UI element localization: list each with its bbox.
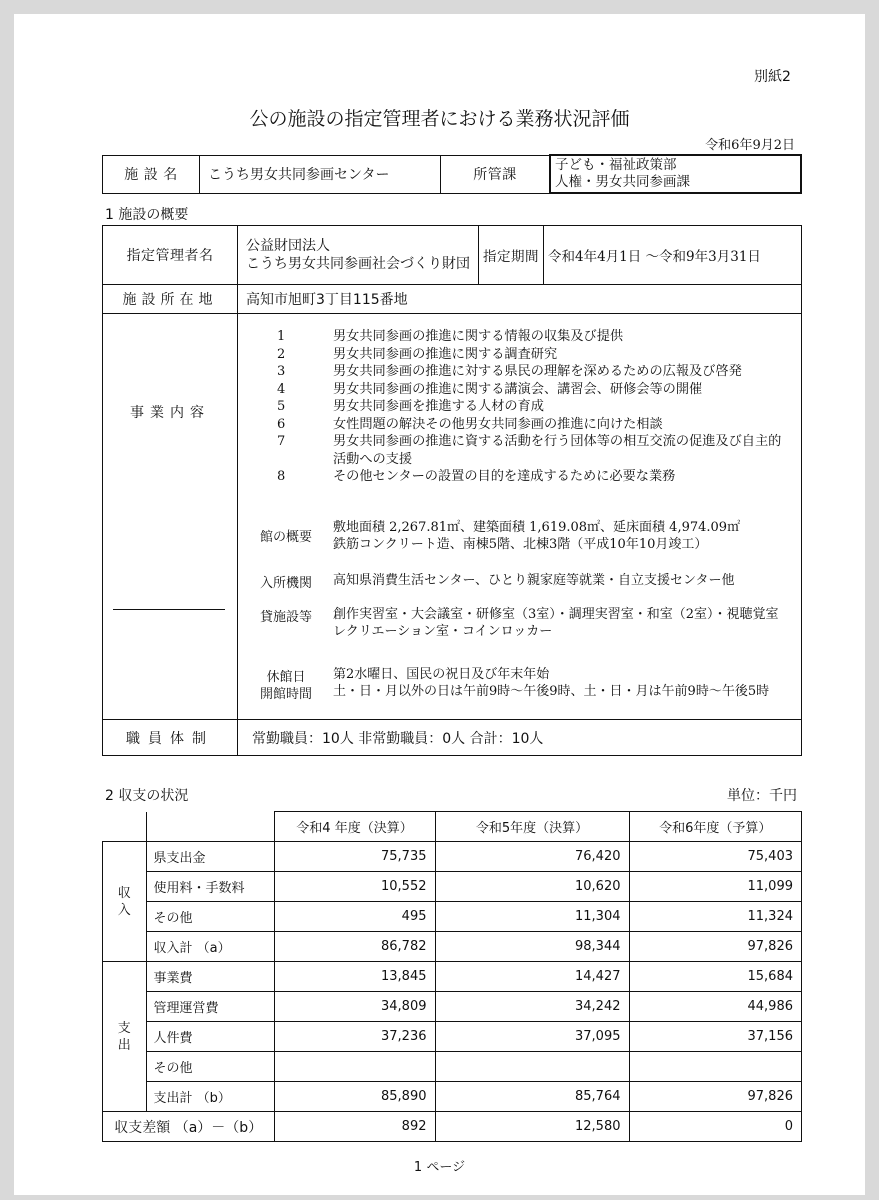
closed-days-label: 休館日 (266, 670, 306, 685)
row-label: その他 (146, 902, 274, 932)
department-line-2: 人権・男女共同参画課 (555, 174, 690, 190)
table-cell: 11,324 (629, 902, 802, 932)
table-cell: 34,809 (274, 992, 435, 1022)
facility-name-label: 施 設 名 (103, 155, 200, 193)
document-page (14, 14, 865, 1195)
business-number: 1 (277, 329, 286, 344)
manager-line-2: こうち男女共同参画社会づくり財団 (246, 256, 470, 272)
row-label: 県支出金 (146, 842, 274, 872)
table-cell: 15,684 (629, 962, 802, 992)
business-number: 5 (277, 399, 286, 414)
table-cell: 86,782 (274, 932, 435, 962)
business-item: 男女共同参画の推進に対する県民の理解を深めるための広報及び啓発 (333, 364, 742, 379)
building-info (333, 519, 785, 553)
table-row (103, 902, 802, 932)
business-item: その他センターの設置の目的を達成するために必要な業務 (333, 469, 676, 484)
section-overview-title: 1 施設の概要 (105, 207, 189, 223)
table-cell: 98,344 (435, 932, 629, 962)
row-label: 人件費 (146, 1022, 274, 1052)
row-label: 支出計 （b） (146, 1082, 274, 1112)
balance-label: 収支差額 （a）－（b） (103, 1112, 275, 1142)
table-cell: 75,403 (629, 842, 802, 872)
department-label: 所管課 (441, 155, 551, 193)
building-line-1: 敷地面積 2,267.81㎡、建築面積 1,619.08㎡、延床面積 4,974.09㎡ (333, 520, 741, 535)
table-cell (274, 1052, 435, 1082)
business-number: 8 (277, 469, 286, 484)
page-number: 1 ページ (413, 1160, 466, 1175)
table-cell (629, 1052, 802, 1082)
business-content (237, 314, 801, 719)
facility-header-table (102, 154, 802, 194)
row-label: 事業費 (146, 962, 274, 992)
building-line-2: 鉄筋コンクリート造、南棟5階、北棟3階（平成10年10月竣工） (333, 537, 708, 552)
finance-unit: 単位：千円 (727, 788, 797, 804)
tenants-label: 入所機関 (259, 576, 312, 591)
table-cell: 892 (274, 1112, 435, 1142)
tenants-info: 高知県消費生活センター、ひとり親家庭等就業・自立支援センター他 (333, 573, 735, 588)
facility-name: こうち男女共同参画センター (200, 155, 441, 193)
table-row (103, 992, 802, 1022)
business-item: 男女共同参画を推進する人材の育成 (333, 399, 544, 414)
expense-category: 支出 (103, 962, 147, 1112)
table-cell: 37,236 (274, 1022, 435, 1052)
overview-table (102, 225, 802, 756)
row-label: 収入計 （a） (146, 932, 274, 962)
table-row (103, 1022, 802, 1052)
business-number: 4 (277, 381, 286, 397)
balance-row (103, 1112, 802, 1142)
row-label: 使用料・手数料 (146, 872, 274, 902)
table-cell: 76,420 (435, 842, 629, 872)
table-cell: 44,986 (629, 992, 802, 1022)
business-item: 男女共同参画の推進に関する調査研究 (333, 346, 558, 362)
row-label: その他 (146, 1052, 274, 1082)
period-label: 指定期間 (479, 226, 544, 285)
column-header: 令和6年度（予算） (629, 812, 802, 842)
rental-label: 貸施設等 (259, 610, 312, 625)
business-item: 男女共同参画の推進に関する講演会、講習会、研修会等の開催 (333, 381, 703, 397)
table-row (103, 932, 802, 962)
table-cell: 0 (629, 1112, 802, 1142)
opening-hours-label: 開館時間 (259, 687, 312, 702)
table-row (103, 872, 802, 902)
table-cell: 10,620 (435, 872, 629, 902)
table-cell: 34,242 (435, 992, 629, 1022)
building-label: 館の概要 (259, 530, 312, 545)
facility-address: 高知市旭町3丁目115番地 (238, 285, 802, 314)
table-row (103, 962, 802, 992)
manager-label: 指定管理者名 (103, 226, 238, 285)
column-header: 令和5年度（決算） (435, 812, 629, 842)
column-header: 令和4 年度（決算） (274, 812, 435, 842)
department-cell (550, 155, 801, 193)
table-cell: 14,427 (435, 962, 629, 992)
staff-info: 常勤職員：10人 非常勤職員：0人 合計：10人 (238, 720, 802, 756)
closed-days-info: 第2水曜日、国民の祝日及び年末年始 (333, 667, 550, 682)
blank-corner (103, 812, 147, 842)
rental-info (333, 606, 785, 640)
table-cell: 85,764 (435, 1082, 629, 1112)
document-title: 公の施設の指定管理者における業務状況評価 (249, 108, 630, 130)
table-row (103, 1082, 802, 1112)
business-number-list (277, 328, 285, 486)
table-cell: 13,845 (274, 962, 435, 992)
business-number: 6 (277, 416, 286, 432)
table-cell: 11,099 (629, 872, 802, 902)
rental-line-2: レクリエーション室・コインロッカー (333, 624, 553, 639)
attachment-number: 別紙2 (754, 69, 791, 85)
table-cell: 495 (274, 902, 435, 932)
table-cell: 75,735 (274, 842, 435, 872)
table-cell: 37,095 (435, 1022, 629, 1052)
table-row (103, 1052, 802, 1082)
table-cell: 97,826 (629, 1082, 802, 1112)
rental-line-1: 創作実習室・大会議室・研修室（3室）・調理実習室・和室（2室）・視聴覚室 (333, 607, 779, 622)
opening-hours-info: 土・日・月以外の日は午前9時～午後9時、土・日・月は午前9時～午後5時 (333, 684, 770, 699)
business-number: 7 (277, 434, 286, 449)
row-label: 管理運営費 (146, 992, 274, 1022)
manager-line-1: 公益財団法人 (246, 238, 330, 254)
finance-table (102, 811, 802, 1142)
business-separator (113, 609, 225, 610)
table-cell: 97,826 (629, 932, 802, 962)
business-item: 女性問題の解決その他男女共同参画の推進に向けた相談 (333, 416, 663, 432)
document-date: 令和6年9月2日 (705, 138, 795, 153)
table-cell (435, 1052, 629, 1082)
address-label: 施設所在地 (103, 285, 238, 314)
table-cell: 10,552 (274, 872, 435, 902)
business-item: 男女共同参画の推進に関する情報の収集及び提供 (333, 329, 624, 344)
income-category: 収入 (103, 842, 147, 962)
blank-corner (146, 812, 274, 842)
business-item-list (333, 328, 783, 486)
table-cell: 11,304 (435, 902, 629, 932)
business-label: 事業内容 (130, 405, 210, 421)
business-row (103, 314, 802, 720)
staff-label: 職員体制 (103, 720, 238, 756)
business-number: 2 (277, 346, 286, 362)
table-cell: 12,580 (435, 1112, 629, 1142)
business-number: 3 (277, 364, 286, 379)
table-cell: 85,890 (274, 1082, 435, 1112)
table-row (103, 842, 802, 872)
designation-period: 令和4年4月1日 ～令和9年3月31日 (544, 226, 802, 285)
table-cell: 37,156 (629, 1022, 802, 1052)
section-finance-title: 2 収支の状況 (105, 788, 189, 804)
manager-cell (238, 226, 479, 285)
department-line-1: 子ども・福祉政策部 (555, 157, 677, 173)
business-item: 男女共同参画の推進に資する活動を行う団体等の相互交流の促進及び自主的活動への支援 (333, 434, 782, 467)
